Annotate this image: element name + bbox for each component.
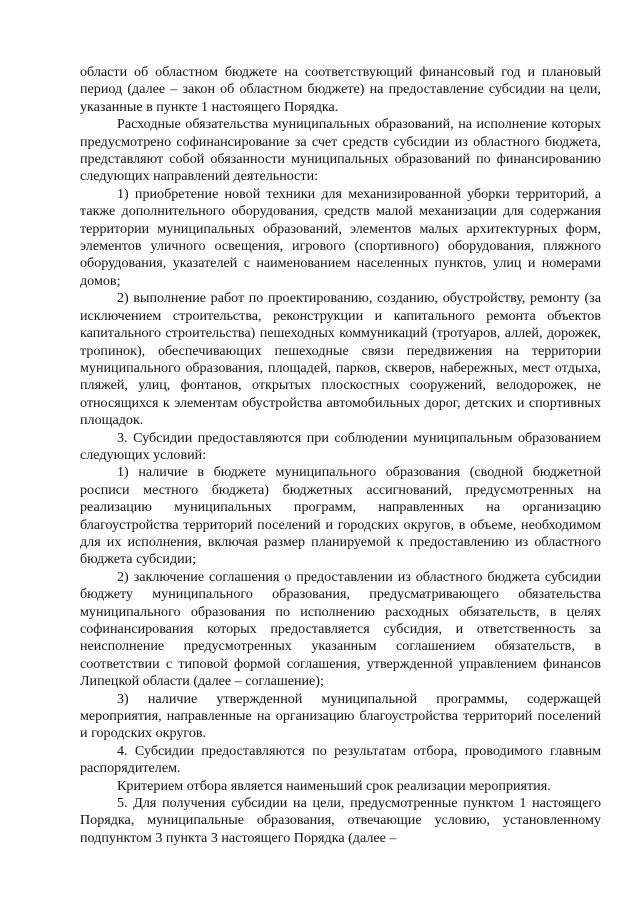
paragraph-item-2-works: 2) выполнение работ по проектированию, созданию, обустройству, ремонту (за исключением строительства, реконструкции и капитального ремонта объектов капитального строительства) пешеходных коммуникаций (тротуаров, аллей, дорожек, тропинок), обеспечивающих пешеходные связи передвижения на территории муниципального образования, площадей, парков, скверов, набережных, мест отдыха, пляжей, улиц, фонтанов, открытых плоскостных сооружений, велодорожек, не относящихся к элементам обустройства автомобильных дорог, детских и спортивных площадок. [80,290,601,429]
document-body [80,64,601,847]
paragraph-clause-4: 4. Субсидии предоставляются по результатам отбора, проводимого главным распорядителем. [80,742,601,777]
paragraph-selection-criterion: Критерием отбора является наименьший срок реализации мероприятия. [117,777,551,794]
paragraph-clause-3: 3. Субсидии предоставляются при соблюдении муниципальным образованием следующих условий: [80,429,601,463]
paragraph-continuation: области об областном бюджете на соответствующий финансовый год и плановый период (далее – закон об областном бюджете) на предоставление субсидии на цели, указанные в пункте 1 настоящего Порядка. [80,64,601,115]
paragraph-condition-3: 3) наличие утвержденной муниципальной программы, содержащей мероприятия, направленные на организацию благоустройства территорий поселений и городских округов. [80,690,601,742]
paragraph-item-1-equipment: 1) приобретение новой техники для механизированной уборки территорий, а также дополнительного оборудования, средств малой механизации для содержания территории муниципальных образований, элементов малых архитектурных форм, элементов уличного освещения, игрового (спортивного) оборудования, пляжного оборудования, указателей с наименованием населенных пунктов, улиц и номерами домов; [80,185,601,289]
paragraph-condition-2: 2) заключение соглашения о предоставлении из областного бюджета субсидии бюджету муниципального образования, предусматривающего обязательства муниципального образования по исполнению расходных обязательств, в целях софинансирования которых предоставляется субсидия, и ответственность за неисполнение предусмотренных указанным соглашением обязательств, в соответствии с типовой формой соглашения, утвержденной управлением финансов Липецкой области (далее – соглашение); [80,568,601,690]
paragraph-condition-1: 1) наличие в бюджете муниципального образования (сводной бюджетной росписи местного бюджета) бюджетных ассигнований, предусмотренных на реализацию муниципальных программ, направленных на организацию благоустройства территорий поселений и городских округов, в объеме, необходимом для их исполнения, включая размер планируемой к предоставлению из областного бюджета субсидии; [80,464,601,568]
paragraph-obligations: Расходные обязательства муниципальных образований, на исполнение которых предусмотрено софинансирование за счет средств субсидии из областного бюджета, представляют собой обязанности муниципальных образований по финансированию следующих направлений деятельности: [80,116,601,185]
paragraph-clause-5: 5. Для получения субсидии на цели, предусмотренные пунктом 1 настоящего Порядка, муниципальные образования, отвечающие условию, установленному подпунктом 3 пункта 3 настоящего Порядка (далее – [80,795,601,846]
